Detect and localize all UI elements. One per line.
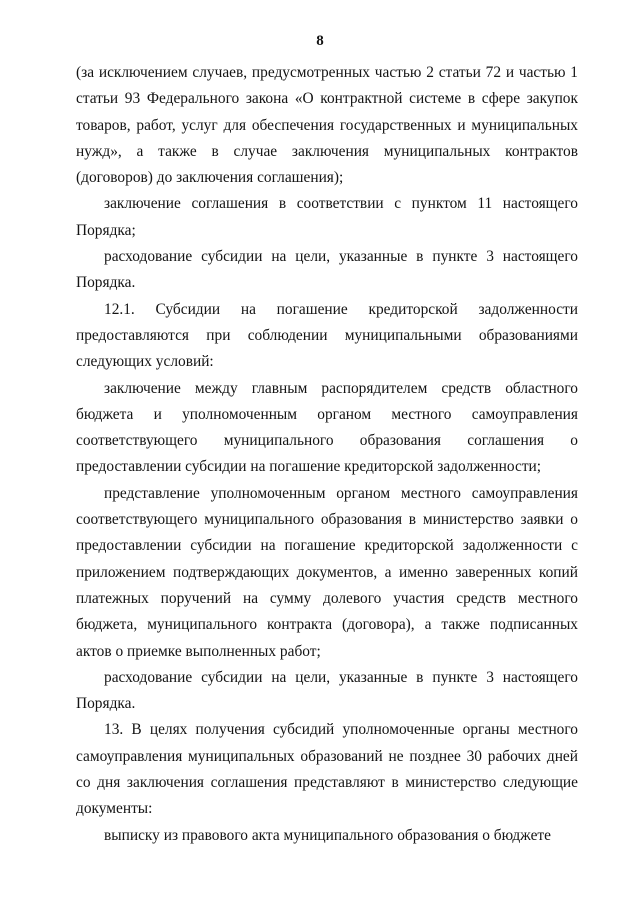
- page-number: 8: [316, 33, 324, 49]
- paragraph-budget-extract: выписку из правового акта муниципального образования о бюджете: [104, 826, 551, 844]
- paragraph-agreement-condition: заключение соглашения в соответствии с пунктом 11 настоящего Порядка;: [76, 195, 578, 239]
- paragraph-spending-condition-2: расходование субсидии на цели, указанные в пункте 3 настоящего Порядка.: [76, 668, 578, 713]
- paragraph-spending-condition: расходование субсидии на цели, указанные в пункте 3 настоящего Порядка.: [76, 248, 578, 292]
- paragraph-application-submission: представление уполномоченным органом местного самоуправления соответствующего муниципального образования в министерство заявки о предоставлении субсидии на погашение кредиторской задолженности с приложением подтверждающих документов, а именно заверенных копий платежных поручений на сумму долевого участия средств местного бюджета, муниципального контракта (договора), а также подписанных актов о приемке выполненных работ;: [76, 484, 578, 660]
- paragraph-12-1: 12.1. Субсидии на погашение кредиторской задолженности предоставляются при соблюдении муниципальными образованиями следующих условий:: [76, 300, 578, 371]
- paragraph-agreement-between: заключение между главным распорядителем средств областного бюджета и уполномоченным органом местного самоуправления соответствующего муниципального образования соглашения о предоставлении субсидии на погашение кредиторской задолженности;: [76, 379, 578, 476]
- paragraph-13: 13. В целях получения субсидий уполномоченные органы местного самоуправления муниципальных образований не позднее 30 рабочих дней со дня заключения соглашения представляют в министерство следующие документы:: [76, 721, 578, 818]
- document-body: [76, 60, 578, 849]
- paragraph-exceptions: (за исключением случаев, предусмотренных частью 2 статьи 72 и частью 1 статьи 93 Федерального закона «О контрактной системе в сфере закупок товаров, работ, услуг для обеспечения государственных и муниципальных нужд», а также в случае заключения муниципальных контрактов (договоров) до заключения соглашения);: [76, 64, 578, 187]
